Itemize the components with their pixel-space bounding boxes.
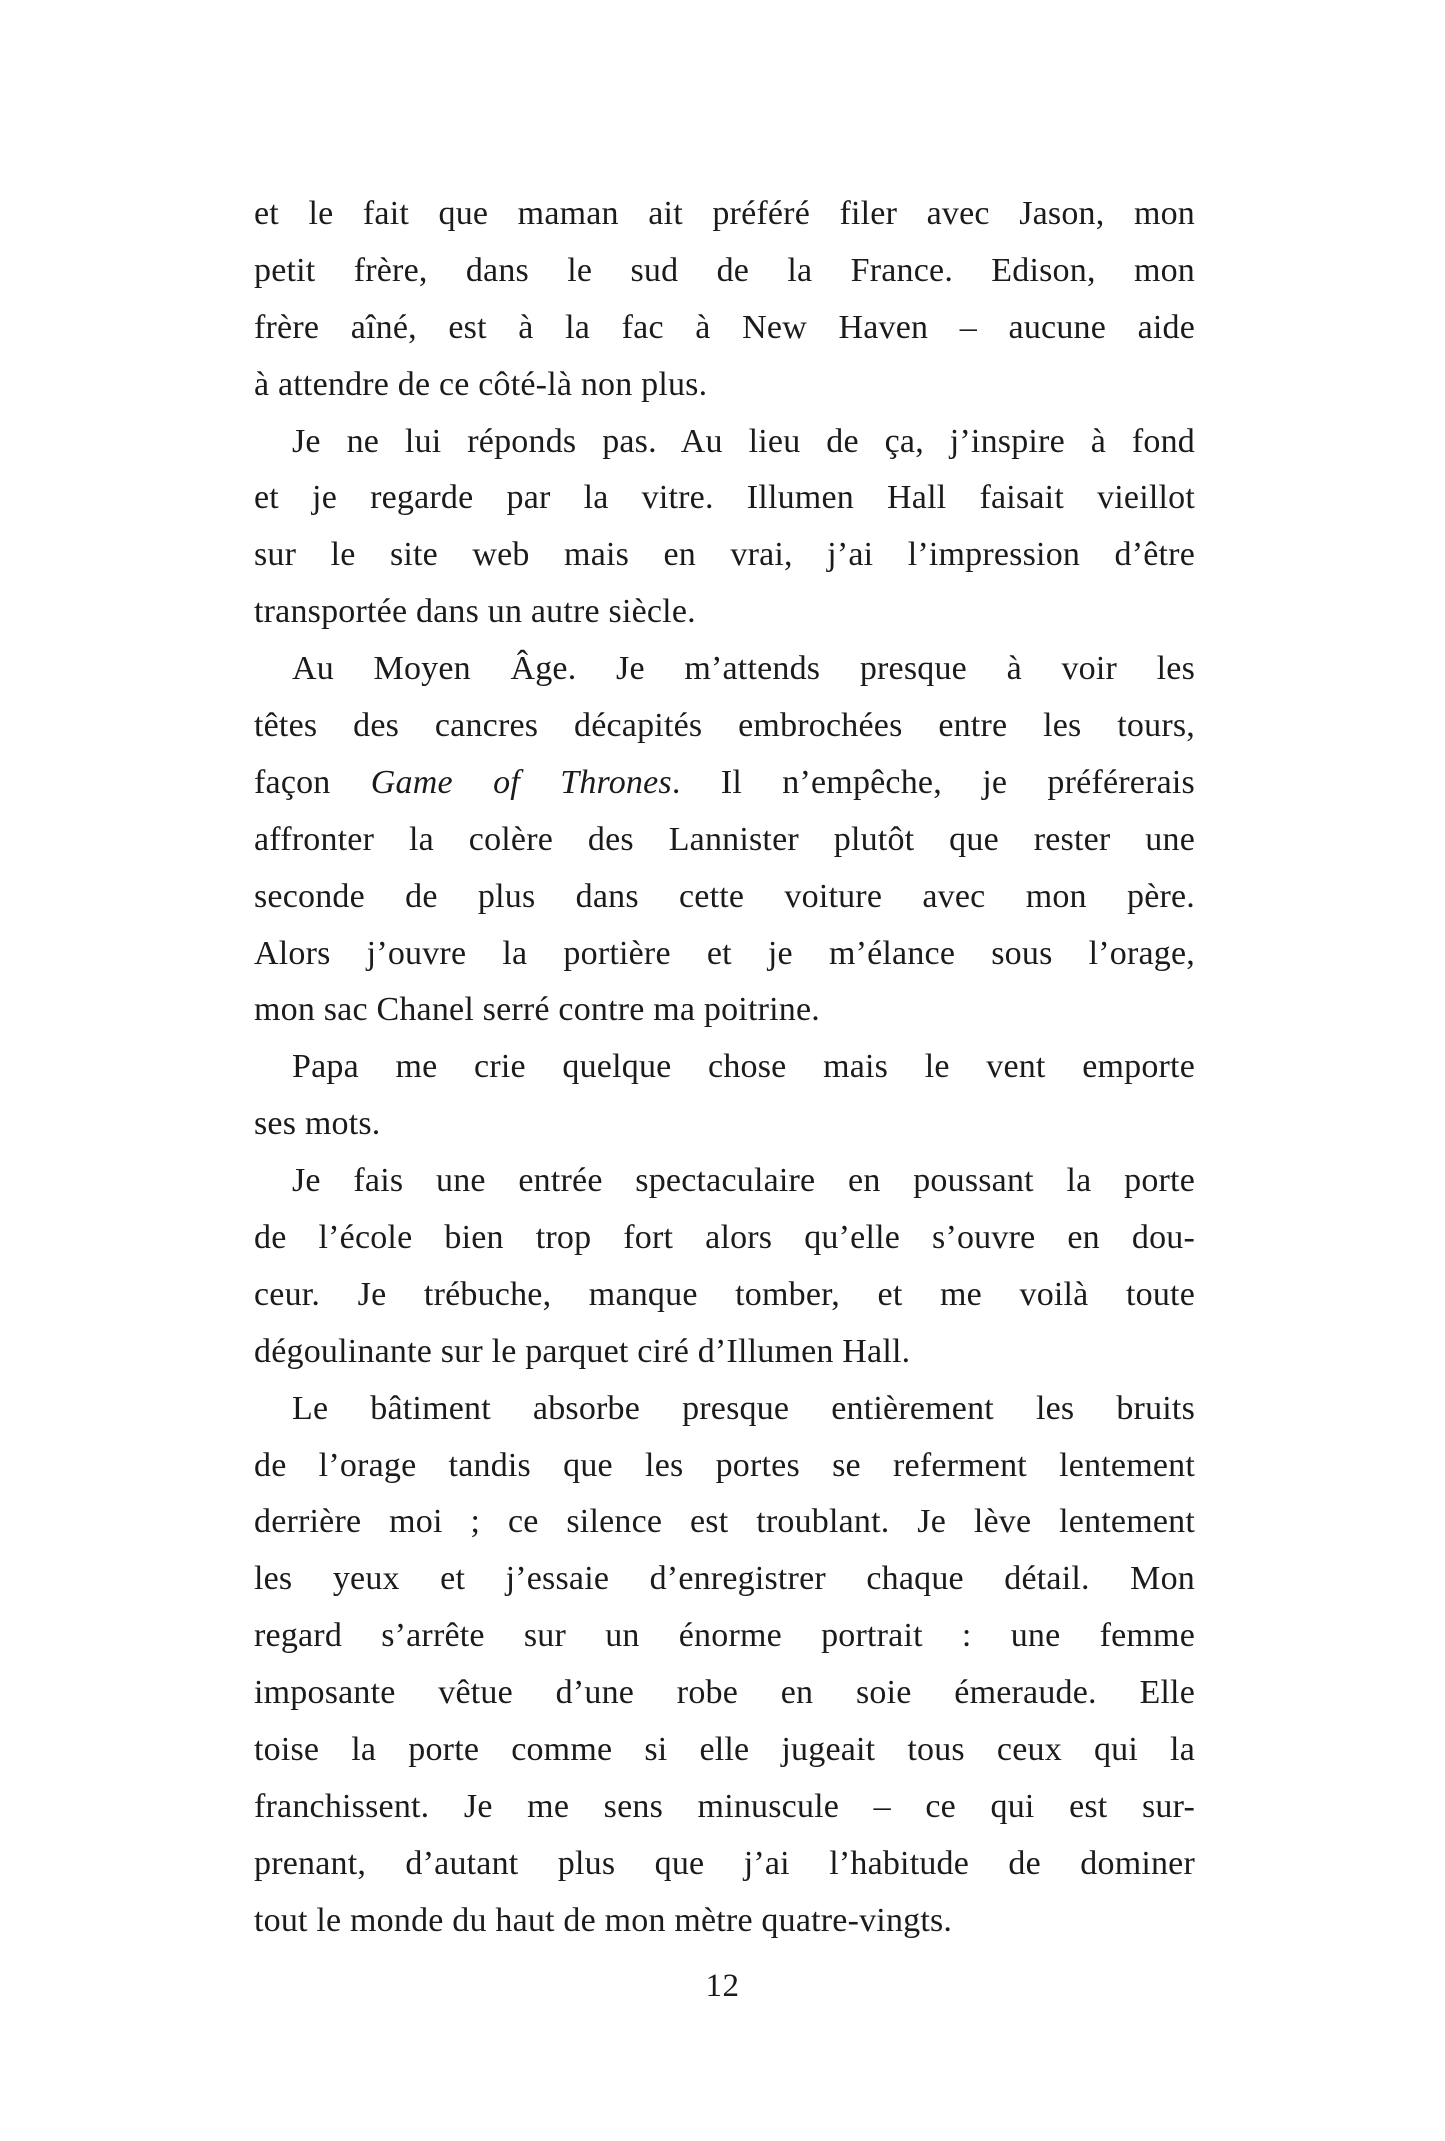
text-line xyxy=(254,186,1195,243)
text-segment: façon xyxy=(254,763,371,801)
text-segment: franchissent. Je me sens minuscule – ce qui est sur- xyxy=(254,1787,1195,1825)
text-segment: Je ne lui réponds pas. Au lieu de ça, j’inspire à fond xyxy=(292,422,1195,460)
text-segment: têtes des cancres décapités embrochées entre les tours, xyxy=(254,707,1195,745)
text-line xyxy=(254,243,1195,300)
text-segment: et je regarde par la vitre. Illumen Hall faisait vieillot xyxy=(254,479,1195,517)
text-segment: prenant, d’autant plus que j’ai l’habitude de dominer xyxy=(254,1844,1195,1882)
text-line xyxy=(254,1779,1195,1836)
text-line xyxy=(254,1381,1195,1438)
text-segment: petit frère, dans le sud de la France. Edison, mon xyxy=(254,251,1195,289)
text-line xyxy=(254,1608,1195,1665)
text-line xyxy=(254,982,1195,1039)
text-line xyxy=(254,1836,1195,1893)
text-segment: regard s’arrête sur un énorme portrait : une femme xyxy=(254,1617,1195,1655)
text-segment: tout le monde du haut de mon mètre quatre-vingts. xyxy=(254,1901,953,1939)
text-segment: mon sac Chanel serré contre ma poitrine. xyxy=(254,991,820,1029)
text-line xyxy=(254,1210,1195,1267)
text-line xyxy=(254,641,1195,698)
text-line xyxy=(254,357,1195,414)
text-segment: ses mots. xyxy=(254,1105,381,1143)
text-segment: à attendre de ce côté-là non plus. xyxy=(254,365,708,403)
page-text xyxy=(254,186,1195,1950)
text-line xyxy=(254,1722,1195,1779)
page-number: 12 xyxy=(705,1968,740,2004)
text-line xyxy=(254,1494,1195,1551)
text-line xyxy=(254,698,1195,755)
text-segment: Je fais une entrée spectaculaire en poussant la porte xyxy=(292,1162,1195,1200)
text-line xyxy=(254,1893,1195,1950)
text-segment: frère aîné, est à la fac à New Haven – aucune aide xyxy=(254,308,1195,346)
text-segment: les yeux et j’essaie d’enregistrer chaque détail. Mon xyxy=(254,1560,1195,1598)
text-line xyxy=(254,869,1195,926)
text-segment: derrière moi ; ce silence est troublant. Je lève lentement xyxy=(254,1503,1195,1541)
text-line xyxy=(254,1039,1195,1096)
text-line xyxy=(254,1096,1195,1153)
text-line xyxy=(254,1438,1195,1495)
text-line xyxy=(254,414,1195,471)
text-segment: ceur. Je trébuche, manque tomber, et me voilà toute xyxy=(254,1275,1195,1313)
text-line xyxy=(254,1551,1195,1608)
text-segment: toise la porte comme si elle jugeait tous ceux qui la xyxy=(254,1731,1195,1769)
italic-title: Game of Thrones xyxy=(370,763,672,801)
text-line xyxy=(254,1153,1195,1210)
text-segment: Papa me crie quelque chose mais le vent emporte xyxy=(292,1048,1195,1086)
text-segment: seconde de plus dans cette voiture avec mon père. xyxy=(254,877,1195,915)
text-segment: Le bâtiment absorbe presque entièrement les bruits xyxy=(292,1389,1195,1427)
text-segment: Au Moyen Âge. Je m’attends presque à voir les xyxy=(292,650,1195,688)
text-line xyxy=(254,470,1195,527)
text-segment: imposante vêtue d’une robe en soie émeraude. Elle xyxy=(254,1674,1195,1712)
text-segment: de l’orage tandis que les portes se referment lentement xyxy=(254,1446,1195,1484)
text-line xyxy=(254,926,1195,983)
text-line xyxy=(254,1665,1195,1722)
text-segment: Alors j’ouvre la portière et je m’élance sous l’orage, xyxy=(254,934,1195,972)
text-segment: de l’école bien trop fort alors qu’elle s’ouvre en dou- xyxy=(254,1219,1195,1257)
text-segment: transportée dans un autre siècle. xyxy=(254,593,696,631)
text-line xyxy=(254,1267,1195,1324)
text-line xyxy=(254,812,1195,869)
text-segment: sur le site web mais en vrai, j’ai l’impression d’être xyxy=(254,536,1195,574)
text-segment: et le fait que maman ait préféré filer avec Jason, mon xyxy=(254,195,1195,232)
text-line xyxy=(254,1324,1195,1381)
text-segment: affronter la colère des Lannister plutôt que rester une xyxy=(254,820,1195,858)
text-line xyxy=(254,755,1195,812)
text-line xyxy=(254,527,1195,584)
text-line xyxy=(254,300,1195,357)
text-line xyxy=(254,584,1195,641)
text-segment: dégoulinante sur le parquet ciré d’Illumen Hall. xyxy=(254,1332,911,1370)
text-segment: . Il n’empêche, je préférerais xyxy=(671,763,1195,801)
